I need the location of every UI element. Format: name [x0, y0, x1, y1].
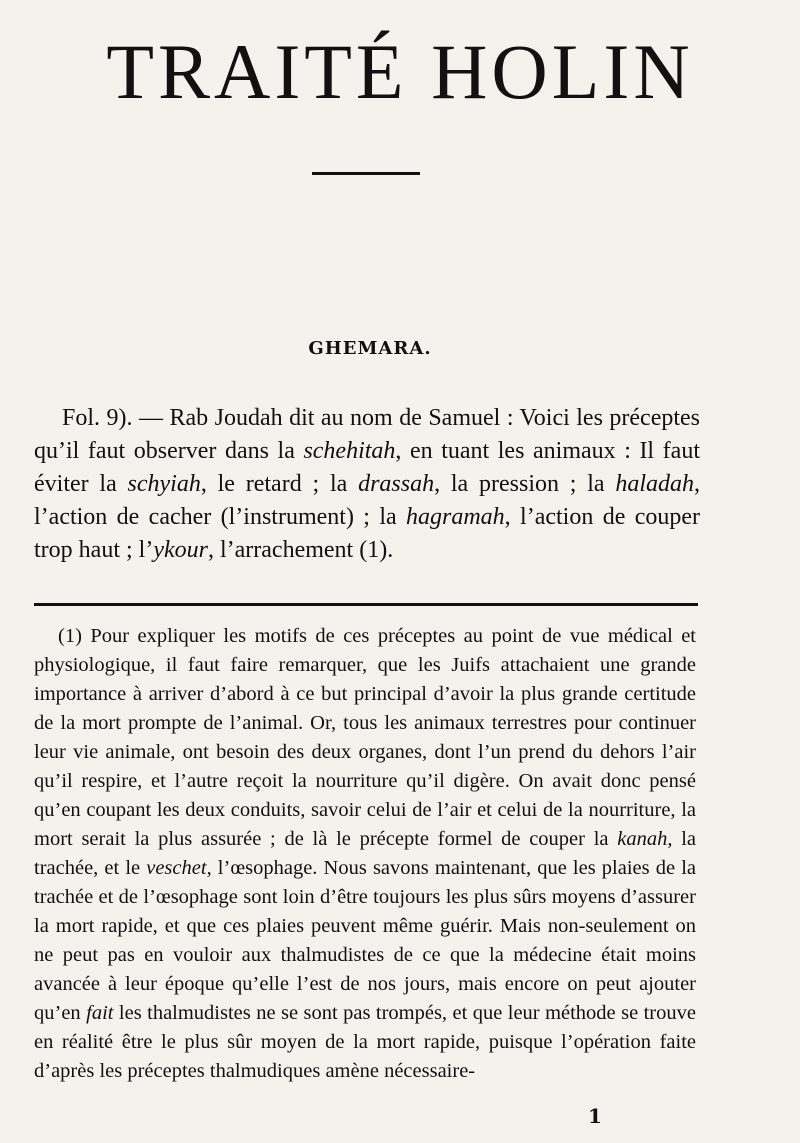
section-heading: GHEMARA.	[308, 338, 432, 359]
main-text-part: , la pression ; la	[434, 471, 616, 497]
hebrew-term: schyiah	[127, 471, 201, 497]
footnote-text-part: les thalmudistes ne se sont pas trompés, et que leur méthode se trouve en réalité être le plus sûr moyen de la mort rapide, puisque l’opération faite d’après les préceptes thalmudiques amène nécessaire-	[34, 1002, 696, 1082]
footnote-text-part: , l’œsophage. Nous savons maintenant, que les plaies de la trachée et de l’œsophage sont loin d’être toujours les plus sûrs moyens d’assurer la mort rapide, et que ces plaies peuvent même guérir. Mais non-seulement on ne peut pas en vouloir aux thalmudistes de ce que la médecine était moins avancée à leur époque qu’elle l’est de nos jours, mais encore on peut ajouter qu’en	[34, 857, 696, 1024]
footnote	[34, 622, 696, 1086]
hebrew-term: hagramah	[406, 504, 505, 530]
footnote-text-part: , la trachée, et le	[34, 828, 696, 879]
hebrew-term: kanah	[617, 828, 668, 850]
hebrew-term: schehitah	[303, 438, 396, 464]
page-title: TRAITÉ HOLIN	[106, 28, 694, 115]
title-rule	[312, 172, 420, 175]
emphasis-term: fait	[86, 1002, 114, 1024]
main-text-part: , l’arrachement (1).	[207, 537, 394, 563]
main-text-part: Fol. 9). — Rab Joudah dit au nom de Samuel : Voici les préceptes qu’il faut observer dans la	[34, 405, 700, 464]
main-text-part: , l’action de couper trop haut ; l’	[34, 504, 700, 563]
page-number: 1	[588, 1104, 602, 1128]
hebrew-term: veschet	[146, 857, 207, 879]
footnote-text-part: (1) Pour expliquer les motifs de ces préceptes au point de vue médical et physiologique, il faut faire remarquer, que les Juifs attachaient une grande importance à arriver d’abord à ce but principal d’avoir la plus grande certitude de la mort prompte de l’animal. Or, tous les animaux terrestres pour continuer leur vie animale, ont besoin des deux organes, dont l’un prend du dehors l’air qu’il respire, et l’autre reçoit la nourriture qu’il digère. On avait donc pensé qu’en coupant les deux conduits, savoir celui de l’air et celui de la nourriture, la mort serait la plus assurée ; de là le précepte formel de couper la	[34, 625, 696, 850]
footnote-divider	[34, 603, 698, 606]
main-paragraph	[34, 402, 700, 567]
hebrew-term: haladah	[615, 471, 695, 497]
main-text-part: , en tuant les animaux : Il faut éviter la	[34, 438, 700, 497]
hebrew-term: ykour	[153, 537, 208, 563]
main-text-part: , l’action de cacher (l’instrument) ; la	[34, 471, 701, 530]
main-text-part: , le retard ; la	[200, 471, 359, 497]
hebrew-term: drassah	[358, 471, 435, 497]
